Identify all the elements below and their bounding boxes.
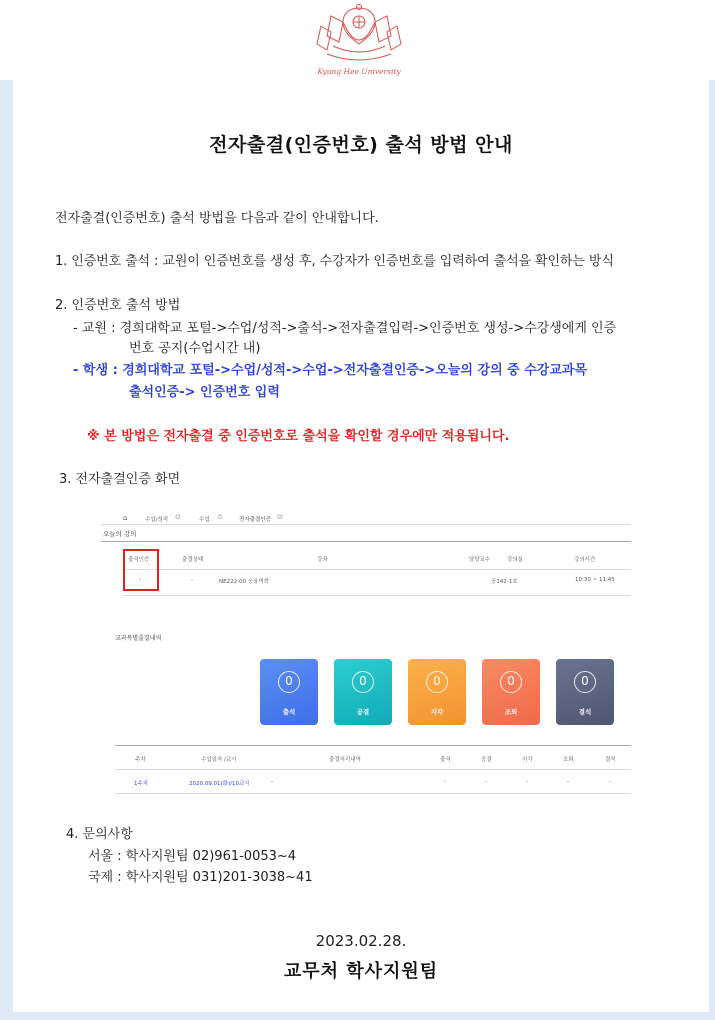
stat-value: 0 xyxy=(500,671,522,693)
table-header: 담당교수 xyxy=(469,557,491,563)
table-cell: - xyxy=(485,779,487,785)
issuing-department: 교무처 학사지원팀 xyxy=(283,961,439,982)
class-date-link[interactable]: 2020.09.01(화)/10교시 xyxy=(189,781,250,787)
chevron-icon: ⊙ xyxy=(277,513,283,521)
item-2-faculty-line1: - 교원 : 경희대학교 포털->수업/성적->출석->전자출결입력->인증번호 생성->수강생에게 인증 xyxy=(73,321,617,336)
home-icon: ⌂ xyxy=(123,514,128,522)
chevron-icon: ⊙ xyxy=(217,513,223,521)
chevron-icon: ⊙ xyxy=(175,513,181,521)
table-cell: - xyxy=(526,779,528,785)
table-cell: - xyxy=(567,779,569,785)
table-header: 강의시간 xyxy=(574,557,596,563)
table-header: 공결 xyxy=(481,757,492,763)
stat-card-excused xyxy=(334,659,392,725)
table-cell: 10:30 ~ 11:45 xyxy=(575,577,615,583)
today-lecture-title: 오늘의 강의 xyxy=(103,530,137,538)
breadcrumb-item-current: 전자출결인증 xyxy=(239,517,271,523)
stat-card-absent xyxy=(556,659,614,725)
item-1-text: 1. 인증번호 출석 : 교원이 인증번호를 생성 후, 수강자가 인증번호를 입력하여 출석을 확인하는 방식 xyxy=(55,254,614,269)
table-cell: - xyxy=(271,779,273,785)
stat-value: 0 xyxy=(352,671,374,693)
contact-seoul: 서울 : 학사지원팀 02)961-0053~4 xyxy=(88,849,297,864)
stat-label: 결석 xyxy=(578,708,592,716)
document-date: 2023.02.28. xyxy=(315,932,407,950)
stat-value: 0 xyxy=(278,671,300,693)
stat-label: 조퇴 xyxy=(504,708,518,716)
table-cell: NE222-00 응용역학 xyxy=(219,579,270,585)
note-text: ※ 본 방법은 전자출결 중 인증번호로 출석을 확인할 경우에만 적용됩니다. xyxy=(87,429,510,444)
item-3-title: 3. 전자출결인증 화면 xyxy=(59,472,181,487)
stat-card-present xyxy=(260,659,318,725)
stat-label: 지각 xyxy=(430,708,444,716)
table-header: 강의실 xyxy=(507,557,523,563)
notice-sheet xyxy=(13,80,709,1012)
table-header: 출석인증 xyxy=(128,557,150,563)
breadcrumb-item: 수업 xyxy=(199,517,210,523)
table-header: 출결처리내역 xyxy=(329,757,361,763)
page-title: 전자출결(인증번호) 출석 방법 안내 xyxy=(209,134,513,156)
table-cell: 공142-1호 xyxy=(491,579,518,585)
table-cell: - xyxy=(444,779,446,785)
table-header: 출결상태 xyxy=(182,557,204,563)
history-title: 교과목별출결내역 xyxy=(115,635,162,642)
contact-global: 국제 : 학사지원팀 031)201-3038~41 xyxy=(88,870,313,885)
item-2-student-line2: 출석인증-> 인증번호 입력 xyxy=(129,385,280,400)
table-header: 지각 xyxy=(522,757,533,763)
stat-label: 공결 xyxy=(356,708,370,716)
table-cell: - xyxy=(609,779,611,785)
table-cell: - xyxy=(191,577,193,583)
table-header: 강좌 xyxy=(317,557,328,563)
stat-card-late xyxy=(408,659,466,725)
attendance-auth-highlight xyxy=(123,549,159,591)
table-cell: - xyxy=(139,577,141,583)
table-header: 출석 xyxy=(440,757,451,763)
stat-value: 0 xyxy=(426,671,448,693)
item-4-title: 4. 문의사항 xyxy=(66,827,133,842)
item-2-faculty-line2: 번호 공지(수업시간 내) xyxy=(129,341,261,356)
table-header: 수업일자 /교시 xyxy=(201,757,237,763)
intro-text: 전자출결(인증번호) 출석 방법을 다음과 같이 안내합니다. xyxy=(55,211,379,226)
table-header: 주차 xyxy=(135,757,146,763)
table-header: 조퇴 xyxy=(563,757,574,763)
table-header: 결석 xyxy=(605,757,616,763)
university-seal-logo xyxy=(313,2,405,80)
seal-lettering: Kyung Hee University xyxy=(317,67,401,76)
week-link[interactable]: 1주차 xyxy=(134,781,149,787)
stat-value: 0 xyxy=(574,671,596,693)
stat-label: 출석 xyxy=(282,708,296,716)
item-2-title: 2. 인증번호 출석 방법 xyxy=(55,298,181,313)
stat-card-early-leave xyxy=(482,659,540,725)
attendance-screen-image xyxy=(101,499,631,799)
breadcrumb-item: 수업/성적 xyxy=(145,517,169,523)
header-band xyxy=(0,0,715,80)
item-2-student-line1: - 학생 : 경희대학교 포털->수업/성적->수업->전자출결인증->오늘의 강의 중 수강교과목 xyxy=(73,363,588,378)
